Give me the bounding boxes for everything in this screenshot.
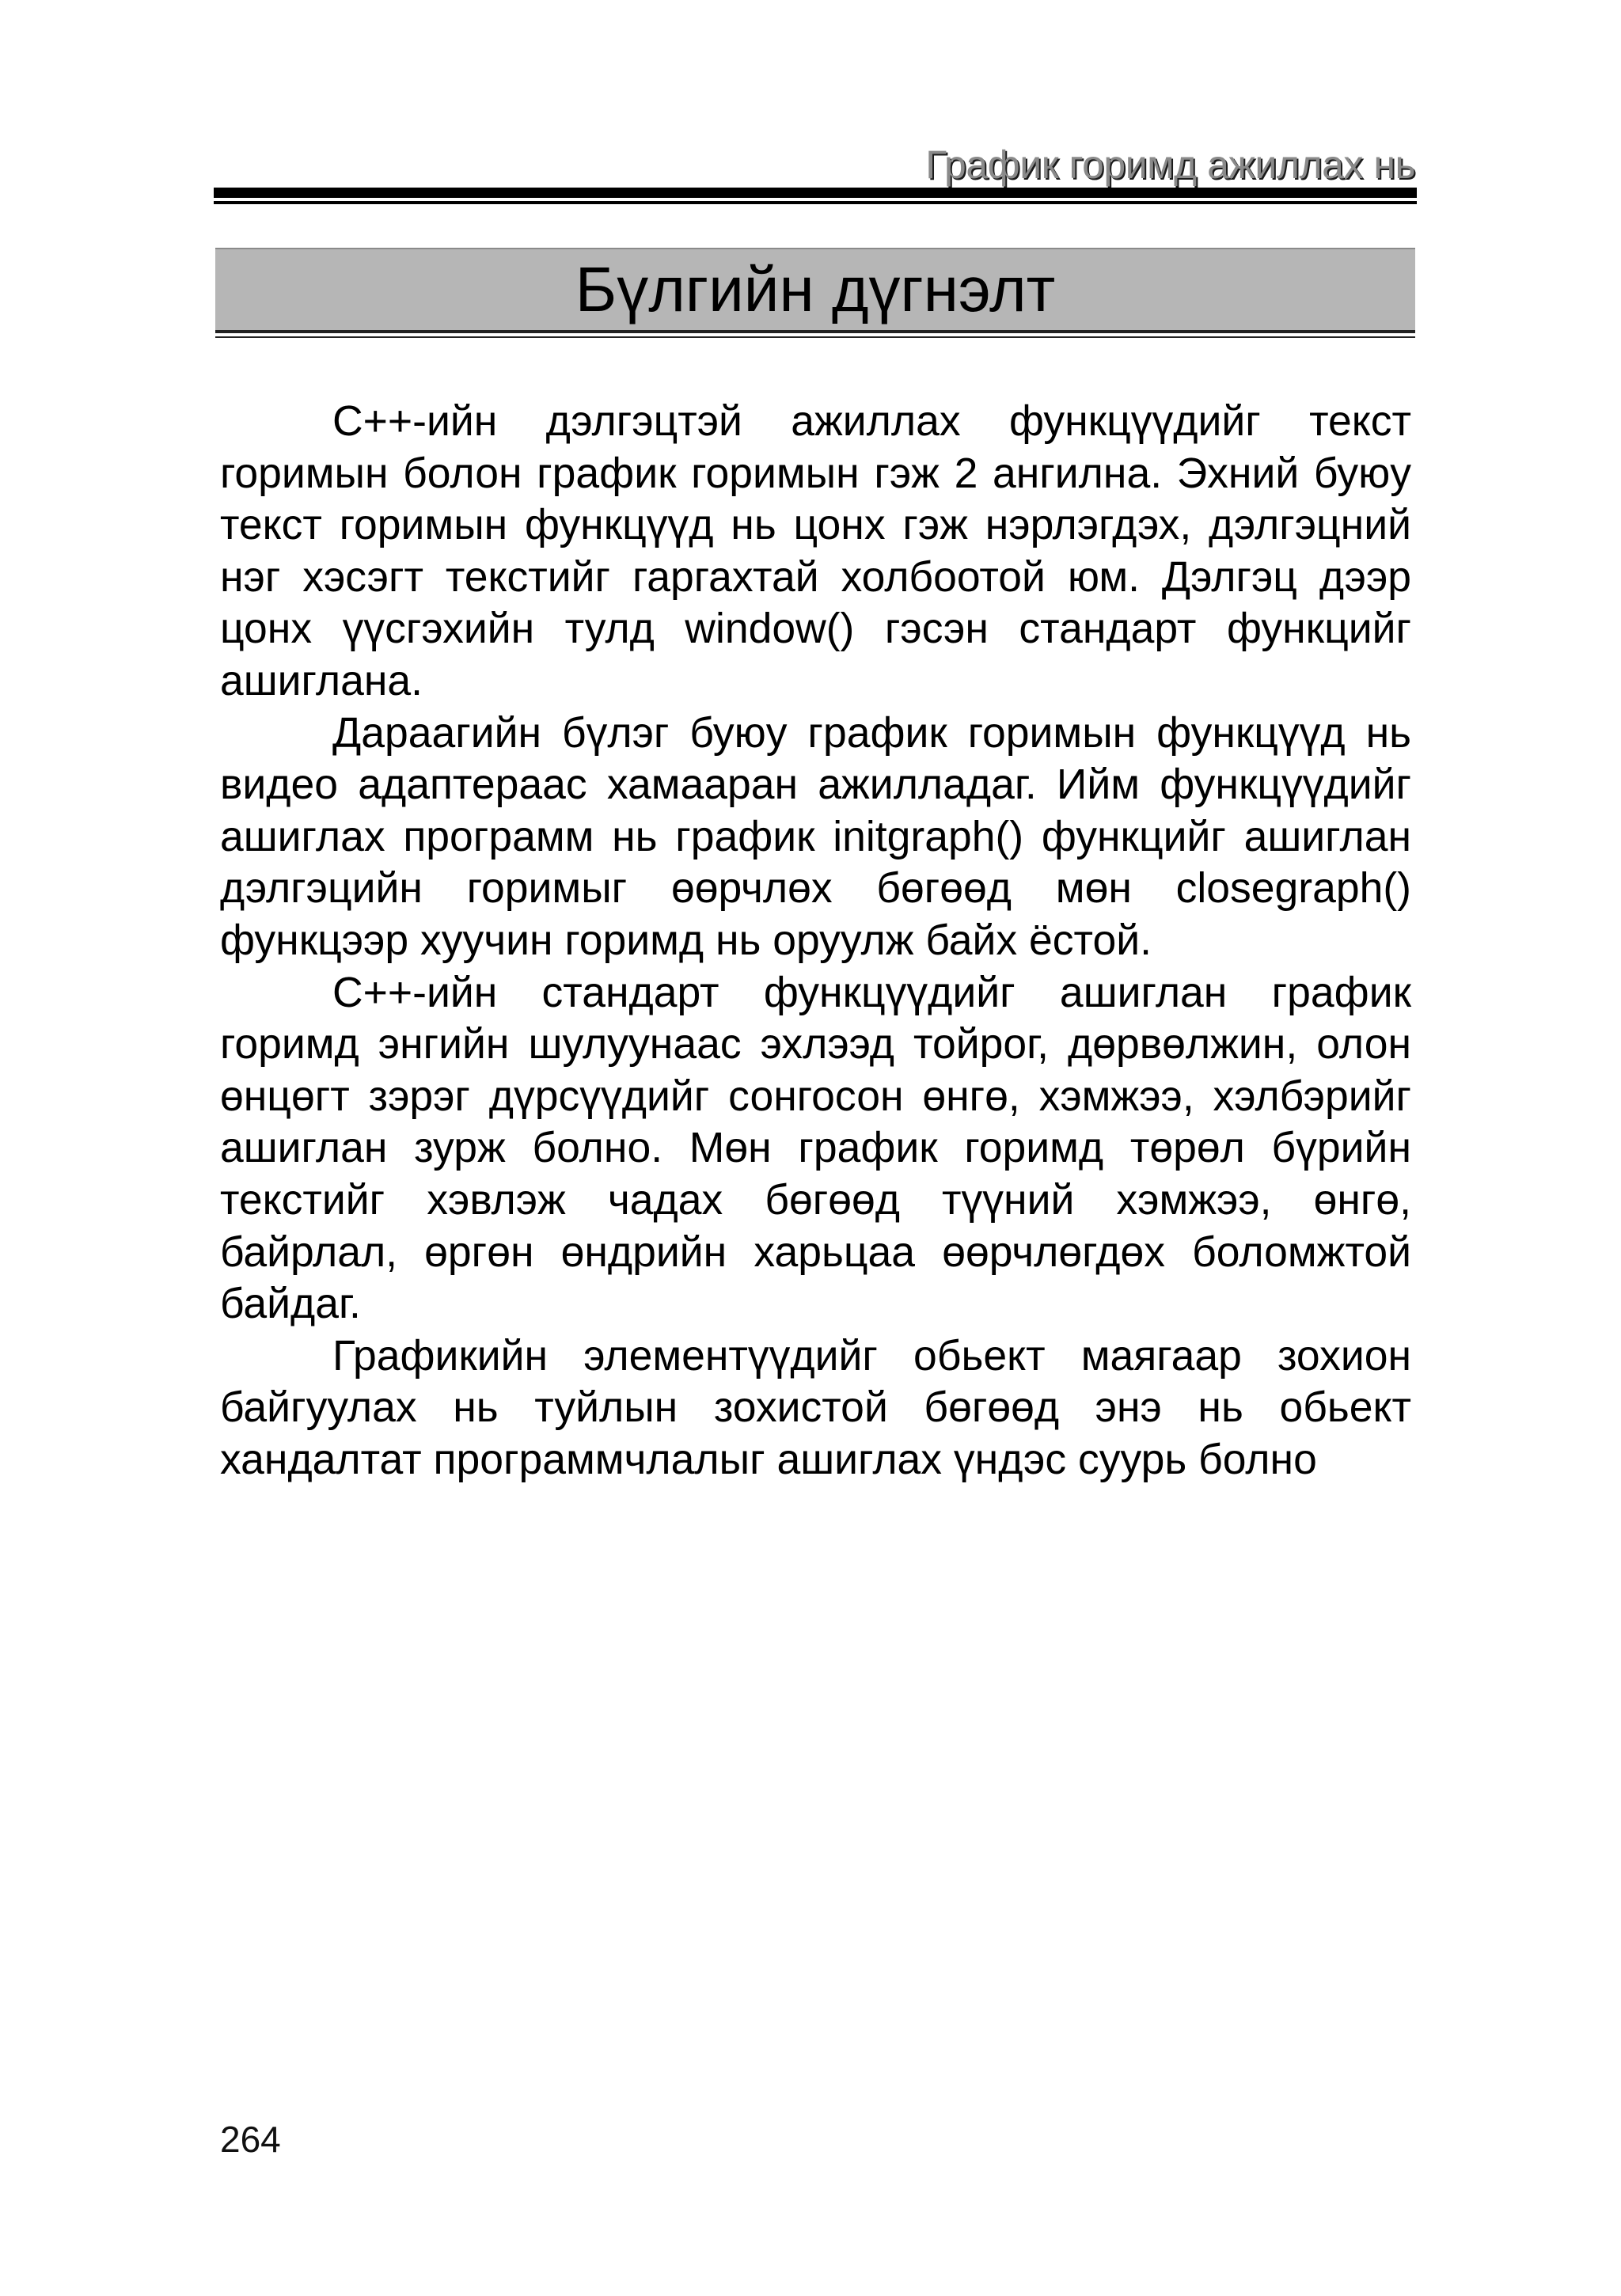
section-title-band [215, 248, 1415, 330]
page-number: 264 [220, 2119, 281, 2160]
body-text [220, 396, 1411, 1486]
running-header: График горимд ажиллах нь [925, 142, 1415, 187]
section-title: Бүлгийн дүгнэлт [575, 254, 1056, 324]
paragraph: С++-ийн дэлгэцтэй ажиллах функцүүдийг текст горимын болон график горимын гэж 2 ангилна. Эхний буюу текст горимын функцүүд нь цонх гэж нэрлэгдэх, дэлгэцний нэг хэсэгт текстийг гаргахтай холбоотой юм. Дэлгэц дээр цонх үүсгэхийн тулд window() гэсэн стандарт функцийг ашиглана. [220, 398, 1411, 704]
title-underline-thin [215, 336, 1415, 338]
paragraph: Графикийн элементүүдийг обьект маягаар зохион байгуулах нь туйлын зохистой бөгөөд энэ нь обьект хандалтат программчлалыг ашиглах үндэс суурь болно [220, 1332, 1411, 1483]
title-underline-thick [215, 330, 1415, 333]
paragraph: Дараагийн бүлэг буюу график горимын функцүүд нь видео адаптераас хамааран ажилладаг. Ийм функцүүдийг ашиглах программ нь график initgraph() функцийг ашиглан дэлгэцийн горимыг өөрчлөх бөгөөд мөн closegraph() функцээр хуучин горимд нь оруулж байх ёстой. [220, 709, 1411, 964]
header-rule-thick [214, 188, 1417, 198]
paragraph: С++-ийн стандарт функцүүдийг ашиглан график горимд энгийн шулуунаас эхлээд тойрог, дөрвөлжин, олон өнцөгт зэрэг дүрсүүдийг сонгосон өнгө, хэмжээ, хэлбэрийг ашиглан зурж болно. Мөн график горимд төрөл бүрийн текстийг хэвлэж чадах бөгөөд түүний хэмжээ, өнгө, байрлал, өргөн өндрийн харьцаа өөрчлөгдөх боломжтой байдаг. [220, 969, 1411, 1328]
header-rule-thin [214, 201, 1417, 204]
